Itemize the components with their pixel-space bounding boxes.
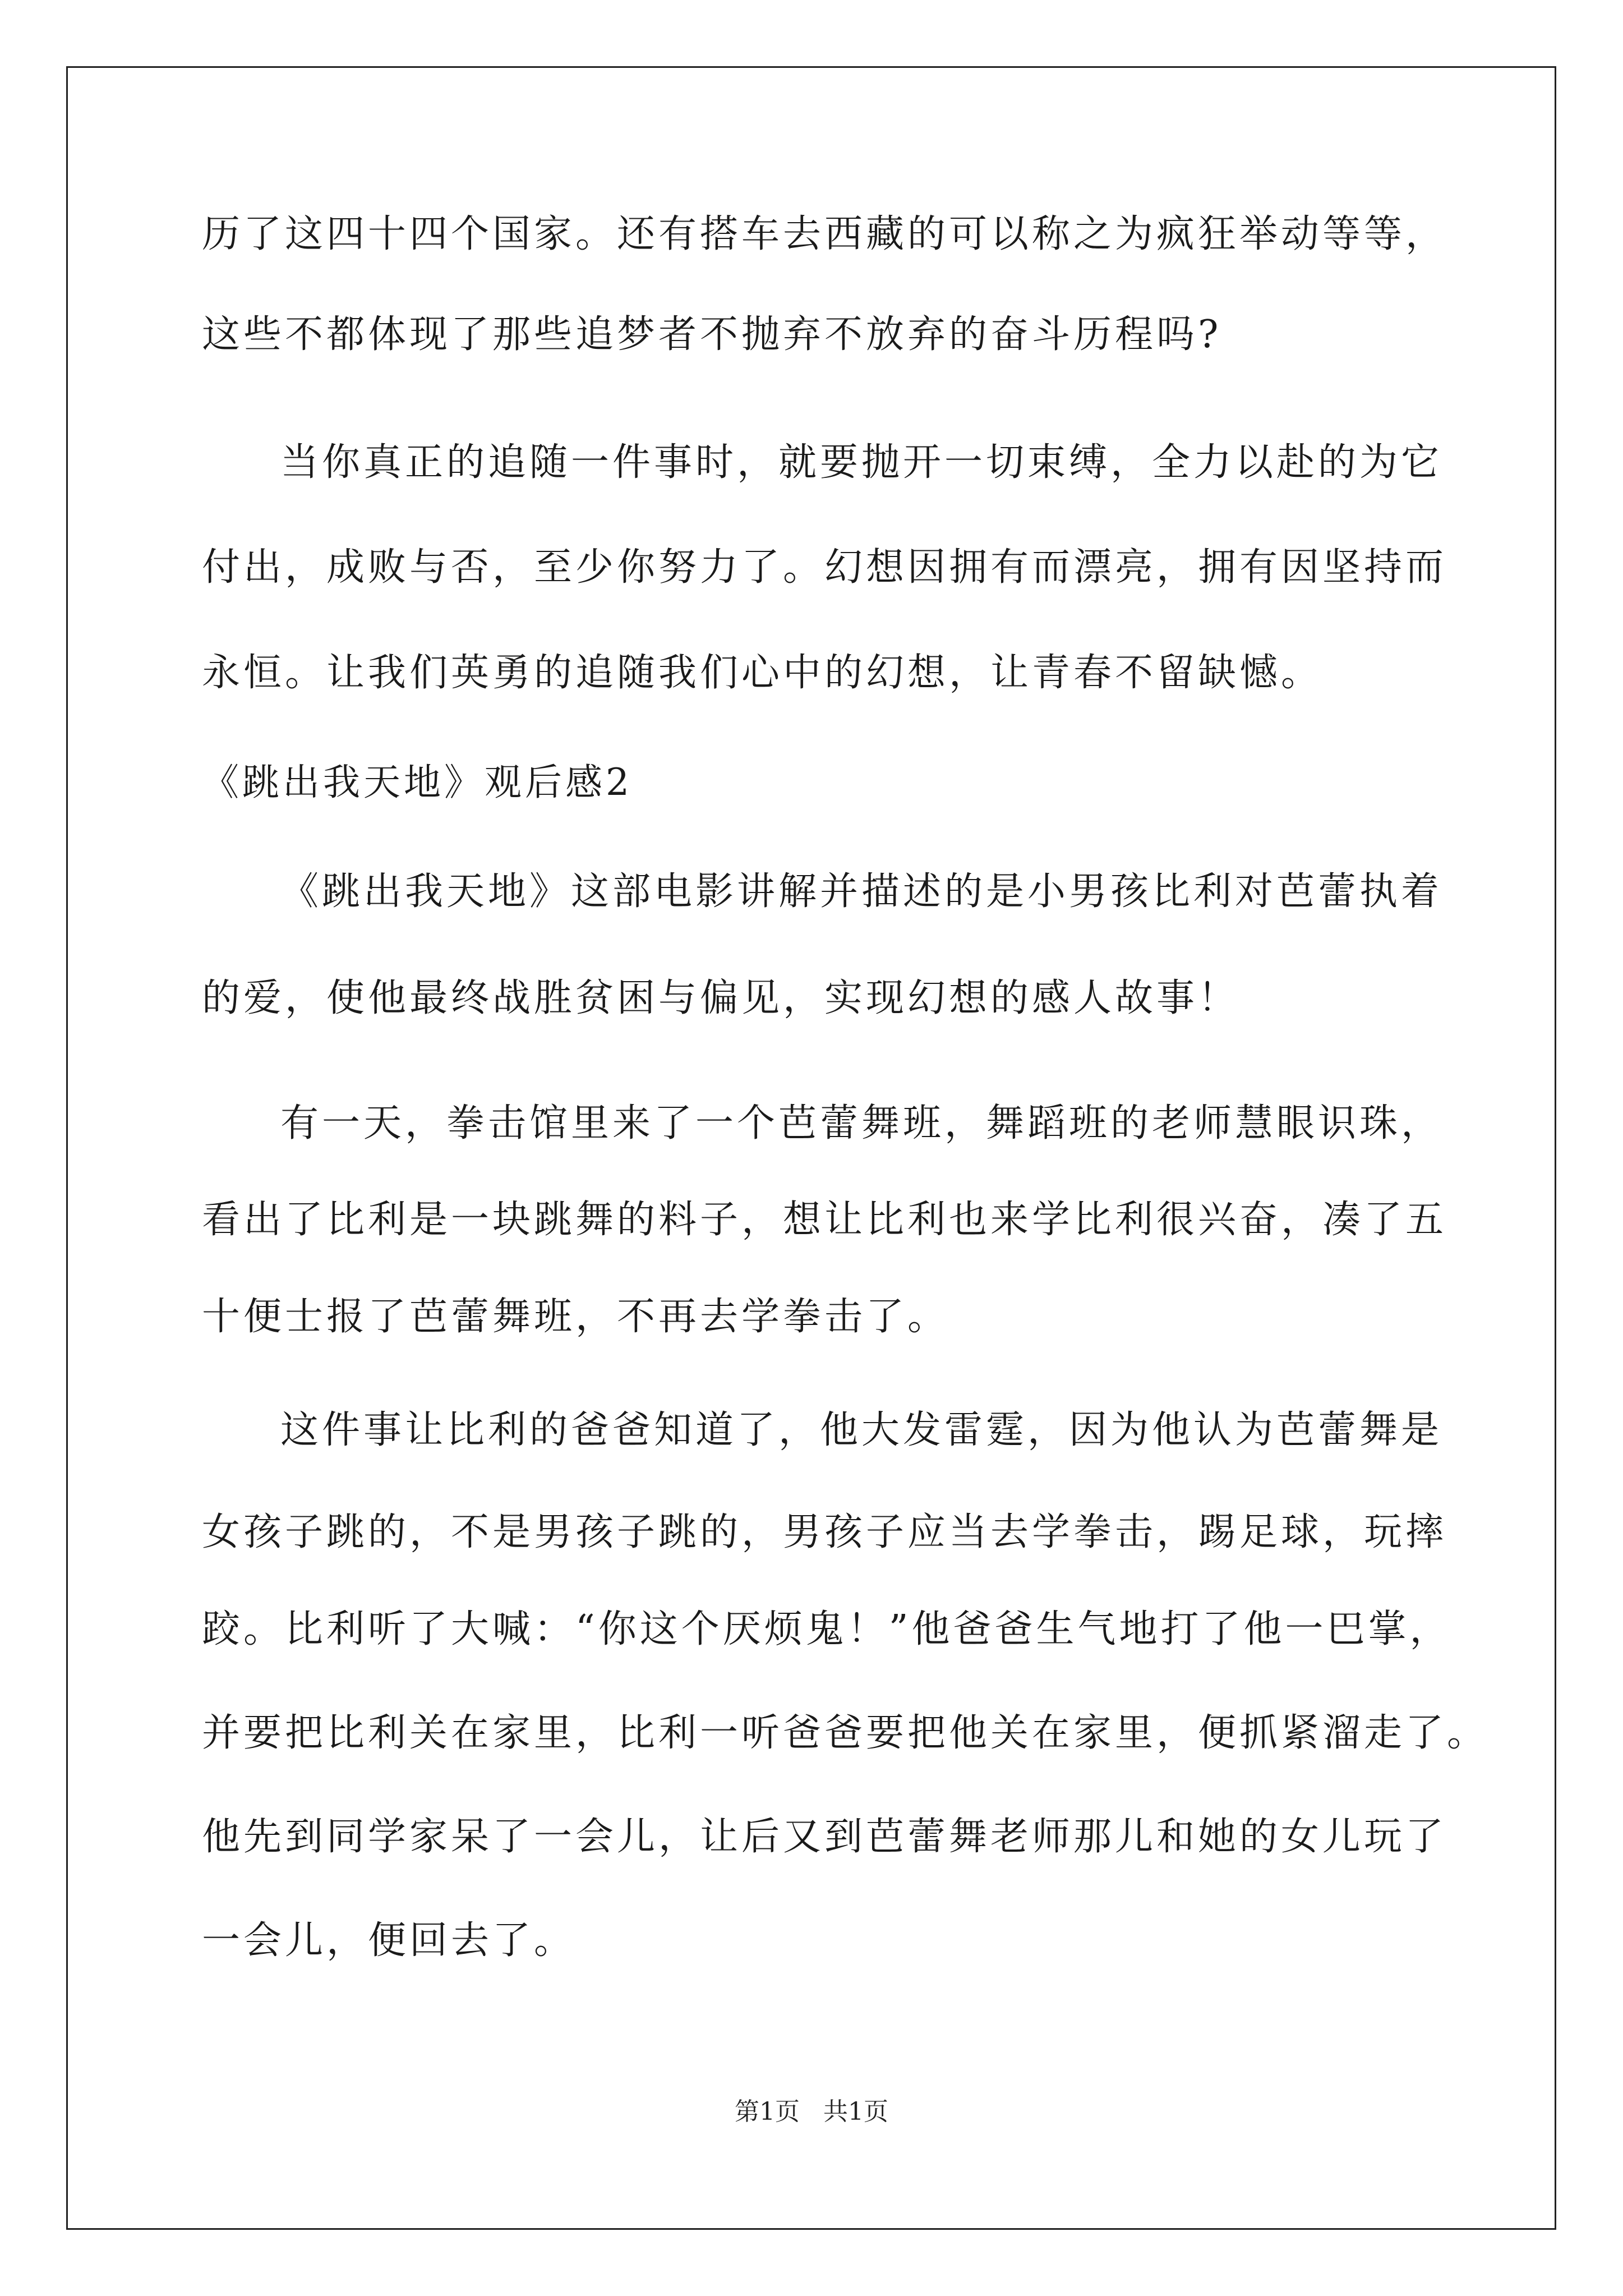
- body-text-line: 一会儿，便回去了。: [202, 1918, 576, 1963]
- body-text-line: 并要把比利关在家里，比利一听爸爸要把他关在家里，便抓紧溜走了。: [202, 1711, 1489, 1755]
- body-text-line: 他先到同学家呆了一会儿，让后又到芭蕾舞老师那儿和她的女儿玩了: [202, 1815, 1447, 1859]
- body-text-line: 这些不都体现了那些追梦者不抛弃不放弃的奋斗历程吗?: [202, 312, 1222, 357]
- body-text-line: 永恒。让我们英勇的追随我们心中的幻想，让青春不留缺憾。: [202, 651, 1323, 695]
- page-footer: [0, 2095, 1623, 2129]
- paragraph-start-line: 《跳出我天地》这部电影讲解并描述的是小男孩比利对芭蕾执着: [280, 869, 1443, 914]
- section-heading: 《跳出我天地》观后感2: [202, 761, 633, 804]
- paragraph-start-line: 这件事让比利的爸爸知道了，他大发雷霆，因为他认为芭蕾舞是: [280, 1408, 1443, 1452]
- paragraph-start-line: 有一天，拳击馆里来了一个芭蕾舞班，舞蹈班的老师慧眼识珠，: [280, 1101, 1443, 1145]
- body-text-line: 十便士报了芭蕾舞班，不再去学拳击了。: [202, 1295, 949, 1339]
- body-text-line: 跤。比利听了大喊：“你这个厌烦鬼！”他爸爸生气地打了他一巴掌，: [202, 1607, 1451, 1651]
- body-text-line: 看出了比利是一块跳舞的料子，想让比利也来学比利很兴奋，凑了五: [202, 1198, 1447, 1242]
- body-text-line: 付出，成败与否，至少你努力了。幻想因拥有而漂亮，拥有因坚持而: [202, 545, 1447, 590]
- body-text-line: 的爱，使他最终战胜贫困与偏见，实现幻想的感人故事！: [202, 976, 1240, 1020]
- page-number: 第1页: [735, 2097, 800, 2126]
- body-text-line: 历了这四十四个国家。还有搭车去西藏的可以称之为疯狂举动等等，: [202, 212, 1447, 256]
- page-total: 共1页: [823, 2097, 888, 2126]
- paragraph-start-line: 当你真正的追随一件事时，就要抛开一切束缚，全力以赴的为它: [280, 440, 1443, 485]
- body-text-line: 女孩子跳的，不是男孩子跳的，男孩子应当去学拳击，踢足球，玩摔: [202, 1510, 1447, 1554]
